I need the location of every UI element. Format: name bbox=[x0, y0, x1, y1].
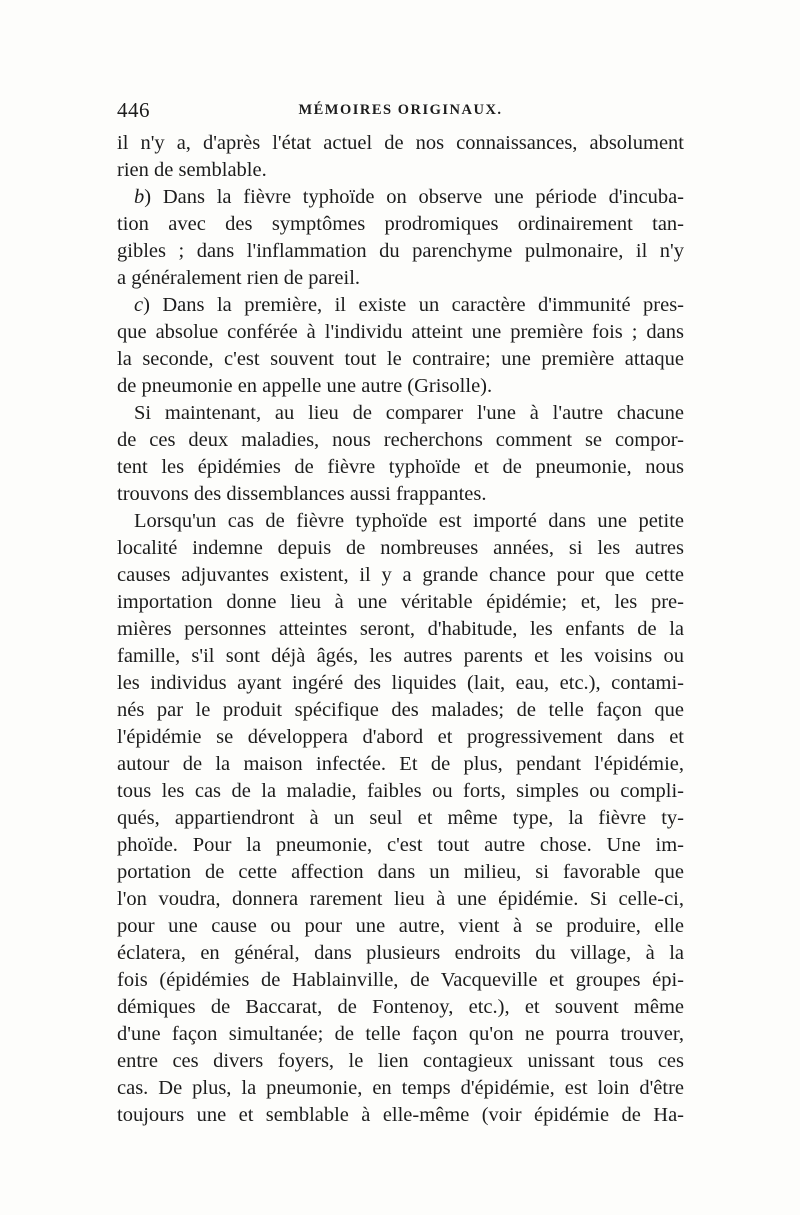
text-line: tous les cas de la maladie, faibles ou forts, simples ou compli- bbox=[117, 780, 684, 802]
page-header bbox=[117, 98, 684, 128]
text-line: d'une façon simultanée; de telle façon qu'on ne pourra trouver, bbox=[117, 1023, 684, 1045]
text-line: importation donne lieu à une véritable épidémie; et, les pre- bbox=[117, 591, 684, 613]
text-line: il n'y a, d'après l'état actuel de nos connaissances, absolument bbox=[117, 132, 684, 154]
text-line: que absolue conférée à l'individu atteint une première fois ; dans bbox=[117, 321, 684, 343]
text-line: gibles ; dans l'inflammation du parenchyme pulmonaire, il n'y bbox=[117, 240, 684, 262]
text-line: entre ces divers foyers, le lien contagieux unissant tous ces bbox=[117, 1050, 684, 1072]
text-line: rien de semblable. bbox=[117, 159, 267, 181]
enumeration-marker: c bbox=[134, 294, 144, 316]
text-line: causes adjuvantes existent, il y a grande chance pour que cette bbox=[117, 564, 684, 586]
page-number: 446 bbox=[117, 98, 150, 122]
text-line: a généralement rien de pareil. bbox=[117, 267, 361, 289]
text-line: Si maintenant, au lieu de comparer l'une à l'autre chacune bbox=[134, 402, 684, 424]
text-line: mières personnes atteintes seront, d'habitude, les enfants de la bbox=[117, 618, 684, 640]
text-line: b) Dans la fièvre typhoïde on observe une période d'incuba- bbox=[134, 186, 684, 208]
text-line: les individus ayant ingéré des liquides (lait, eau, etc.), contami- bbox=[117, 672, 684, 694]
text-line: localité indemne depuis de nombreuses années, si les autres bbox=[117, 537, 684, 559]
text-line: tion avec des symptômes prodromiques ordinairement tan- bbox=[117, 213, 684, 235]
text-line: Lorsqu'un cas de fièvre typhoïde est importé dans une petite bbox=[134, 510, 684, 532]
text-line: démiques de Baccarat, de Fontenoy, etc.), et souvent même bbox=[117, 996, 684, 1018]
text-line: cas. De plus, la pneumonie, en temps d'épidémie, est loin d'être bbox=[117, 1077, 684, 1099]
body-text bbox=[117, 130, 684, 1129]
text-line: pour une cause ou pour une autre, vient à se produire, elle bbox=[117, 915, 684, 937]
text-line: l'on voudra, donnera rarement lieu à une épidémie. Si celle-ci, bbox=[117, 888, 684, 910]
text-line: trouvons des dissemblances aussi frappantes. bbox=[117, 483, 487, 505]
text-line: famille, s'il sont déjà âgés, les autres parents et les voisins ou bbox=[117, 645, 684, 667]
text-line: qués, appartiendront à un seul et même type, la fièvre ty- bbox=[117, 807, 684, 829]
text-line: de ces deux maladies, nous recherchons comment se compor- bbox=[117, 429, 684, 451]
text-line: phoïde. Pour la pneumonie, c'est tout autre chose. Une im- bbox=[117, 834, 684, 856]
text-line: c) Dans la première, il existe un caractère d'immunité pres- bbox=[134, 294, 684, 316]
text-line: nés par le produit spécifique des malades; de telle façon que bbox=[117, 699, 684, 721]
text-line: toujours une et semblable à elle-même (voir épidémie de Ha- bbox=[117, 1104, 684, 1126]
text-line: autour de la maison infectée. Et de plus, pendant l'épidémie, bbox=[117, 753, 684, 775]
text-line: la seconde, c'est souvent tout le contraire; une première attaque bbox=[117, 348, 684, 370]
text-line: fois (épidémies de Hablainville, de Vacqueville et groupes épi- bbox=[117, 969, 684, 991]
running-head: MÉMOIRES ORIGINAUX. bbox=[298, 102, 503, 118]
enumeration-marker: b bbox=[134, 186, 145, 208]
text-line: de pneumonie en appelle une autre (Grisolle). bbox=[117, 375, 493, 397]
text-line: portation de cette affection dans un milieu, si favorable que bbox=[117, 861, 684, 883]
text-line: tent les épidémies de fièvre typhoïde et de pneumonie, nous bbox=[117, 456, 684, 478]
text-line: éclatera, en général, dans plusieurs endroits du village, à la bbox=[117, 942, 684, 964]
text-line: l'épidémie se développera d'abord et progressivement dans et bbox=[117, 726, 684, 748]
